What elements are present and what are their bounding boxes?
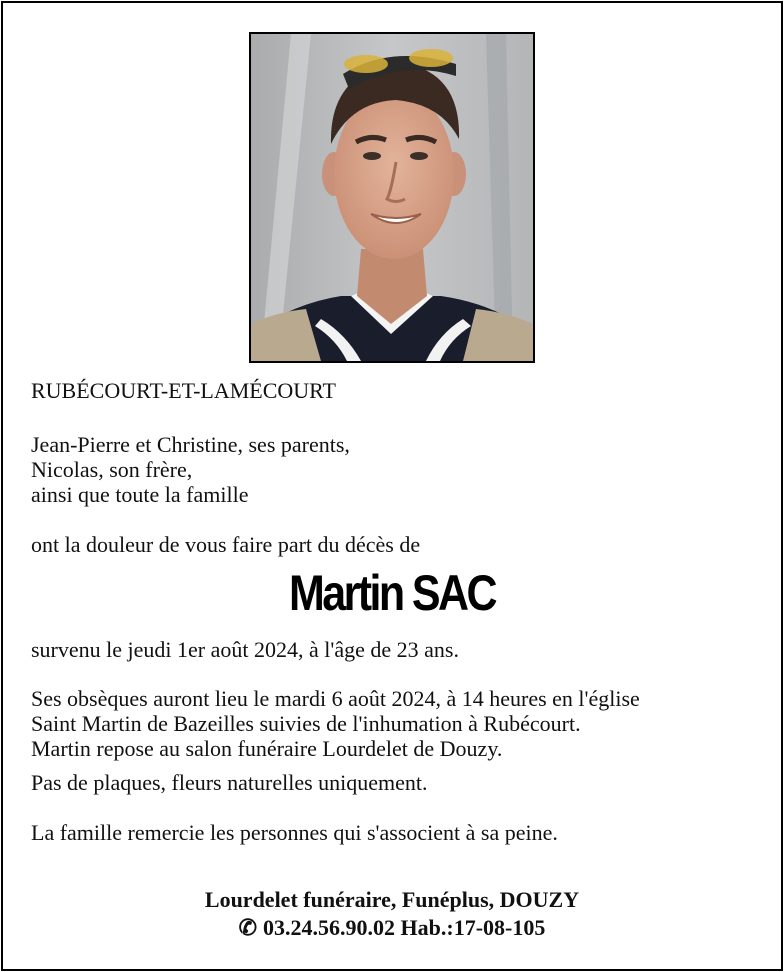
death-info: survenu le jeudi 1er août 2024, à l'âge de 23 ans.: [31, 637, 459, 662]
funeral-line-3: Martin repose au salon funéraire Lourdelet de Douzy.: [31, 736, 503, 761]
announcement-text: ont la douleur de vous faire part du décès de: [31, 532, 421, 557]
family-line-family: ainsi que toute la famille: [31, 482, 249, 507]
funeral-line-2: Saint Martin de Bazeilles suivies de l'inhumation à Rubécourt.: [31, 711, 581, 736]
funeral-line-1: Ses obsèques auront lieu le mardi 6 août 2024, à 14 heures en l'église: [31, 686, 640, 711]
deceased-name: Martin SAC: [289, 565, 495, 621]
family-line-parents: Jean-Pierre et Christine, ses parents,: [31, 432, 350, 457]
phone-number: 03.24.56.90.02 Hab.:17-08-105: [263, 915, 546, 940]
flowers-note: Pas de plaques, fleurs naturelles uniquement.: [31, 770, 428, 795]
thanks-note: La famille remercie les personnes qui s'associent à sa peine.: [31, 820, 558, 845]
portrait-photo: [249, 32, 535, 363]
phone-icon: ✆: [238, 915, 258, 940]
portrait-illustration: [251, 34, 533, 361]
family-line-brother: Nicolas, son frère,: [31, 457, 193, 482]
contact-line: [0, 915, 784, 941]
funeral-company: Lourdelet funéraire, Funéplus, DOUZY: [204, 887, 580, 912]
location-heading: RUBÉCOURT-ET-LAMÉCOURT: [31, 378, 336, 403]
